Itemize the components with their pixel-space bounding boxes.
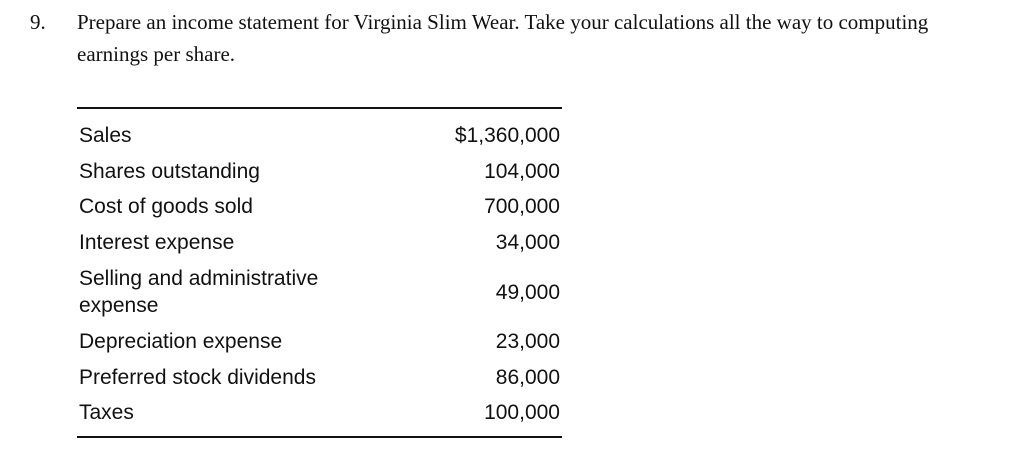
row-label: Shares outstanding xyxy=(79,159,260,183)
row-label: Cost of goods sold xyxy=(79,195,253,219)
row-value: 23,000 xyxy=(495,330,560,354)
row-value: 34,000 xyxy=(495,230,560,254)
table-row-cost-of-goods-sold xyxy=(77,189,562,225)
row-label: Preferred stock dividends xyxy=(79,365,316,389)
table-row-shares-outstanding xyxy=(77,154,562,190)
row-label: Selling and administrative expense xyxy=(79,267,319,317)
row-value: $1,360,000 xyxy=(454,124,560,148)
question-text: Prepare an income statement for Virginia Slim Wear. Take your calculations all the way to computing earnings per share. xyxy=(77,10,929,66)
table-row-depreciation-expense xyxy=(77,324,562,360)
row-value: 49,000 xyxy=(495,280,560,304)
table-row-interest-expense xyxy=(77,225,562,261)
table-row-selling-admin-expense xyxy=(77,260,562,324)
row-value: 700,000 xyxy=(484,195,560,219)
table-row-sales xyxy=(77,118,562,154)
row-label: Taxes xyxy=(79,401,134,425)
row-label: Sales xyxy=(79,124,132,148)
financial-data-table xyxy=(77,107,562,438)
row-label: Depreciation expense xyxy=(79,330,283,354)
question-number: 9. xyxy=(30,10,46,34)
row-label: Interest expense xyxy=(79,230,235,254)
row-value: 100,000 xyxy=(484,401,560,425)
row-value: 104,000 xyxy=(484,159,560,183)
row-value: 86,000 xyxy=(495,365,560,389)
table-row-taxes xyxy=(77,395,562,431)
table-row-preferred-dividends xyxy=(77,360,562,396)
